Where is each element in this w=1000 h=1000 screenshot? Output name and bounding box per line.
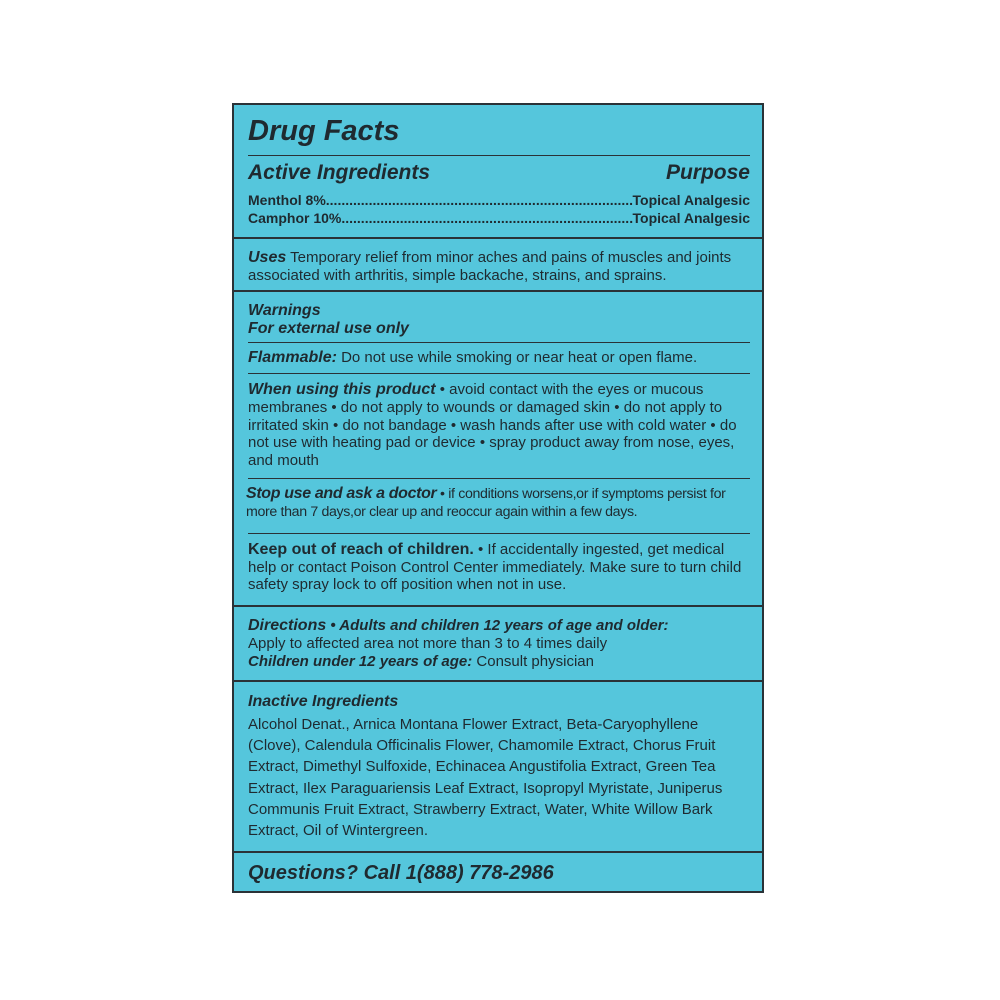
leader-dots	[326, 191, 633, 209]
ingredient-purpose: Topical Analgesic	[632, 210, 750, 226]
drug-facts-panel	[232, 103, 764, 893]
uses-label: Uses	[248, 249, 287, 266]
when-using-divider	[248, 478, 750, 479]
flammable-warning	[248, 349, 750, 367]
keep-out-warning	[248, 541, 750, 594]
flammable-divider	[248, 373, 750, 374]
warnings-divider	[248, 342, 750, 343]
leader-dots	[341, 209, 632, 227]
inactive-ingredients-section	[234, 680, 762, 853]
questions-text: Questions? Call 1(888) 778-2986	[248, 862, 554, 884]
active-ingredients-heading: Active Ingredients	[248, 161, 431, 184]
drug-facts-title: Drug Facts	[248, 115, 400, 147]
stop-use-warning	[246, 485, 756, 521]
external-use-heading: For external use only	[248, 320, 409, 337]
when-using-text: • avoid contact with the eyes or mucous membranes • do not apply to wounds or damaged skin • do not apply to irritated skin • do not bandage • wash hands after use with cold water • do not use with heating pad or device • spray product away from nose, eyes, and mouth	[248, 381, 737, 469]
keep-out-text: • If accidentally ingested, get medical help or contact Poison Control Center immediately. Make sure to turn child safety spray lock to off position when not in use.	[248, 541, 742, 593]
inactive-ingredients-heading: Inactive Ingredients	[248, 693, 399, 710]
ingredient-name: Camphor 10%	[248, 210, 342, 226]
children-text: Consult physician	[476, 652, 594, 670]
ingredient-row	[248, 191, 750, 209]
purpose-heading: Purpose	[665, 161, 750, 184]
questions-section	[234, 851, 762, 891]
uses-text	[248, 249, 750, 285]
adults-label: • Adults and children 12 years of age and older:	[330, 617, 669, 634]
warnings-heading: Warnings	[248, 302, 321, 319]
uses-body: Temporary relief from minor aches and pains of muscles and joints associated with arthritis, simple backache, strains, and sprains.	[248, 249, 732, 284]
title-divider	[248, 155, 750, 156]
ingredient-row	[248, 209, 750, 227]
stop-use-label: Stop use and ask a doctor	[246, 485, 437, 502]
uses-section	[234, 237, 762, 292]
ingredient-name: Menthol 8%	[248, 192, 326, 208]
inactive-ingredients-text: Alcohol Denat., Arnica Montana Flower Extract, Beta-Caryophyllene (Clove), Calendula Officinalis Flower, Chamomile Extract, Chorus Fruit Extract, Dimethyl Sulfoxide, Echinacea Angustifolia Extract, Green Tea Extract, Ilex Paraguariensis Leaf Extract, Isopropyl Myristate, Juniperus Communis Fruit Extract, Strawberry Extract, Water, White Willow Bark Extract, Oil of Wintergreen.	[248, 716, 723, 840]
children-label: Children under 12 years of age:	[248, 652, 473, 670]
when-using-warning	[248, 381, 750, 469]
directions-adults	[248, 617, 750, 670]
stop-use-text: • if conditions worsens,or if symptoms persist for more than 7 days,or clear up and reoccur again within a few days.	[246, 486, 726, 520]
adults-text: Apply to affected area not more than 3 to 4 times daily	[248, 635, 608, 652]
flammable-label: Flammable:	[248, 349, 337, 366]
active-header-row	[248, 161, 750, 185]
warnings-section	[234, 290, 762, 607]
when-using-label: When using this product	[248, 381, 436, 398]
directions-label: Directions	[248, 617, 327, 634]
stop-use-divider	[248, 533, 750, 534]
active-ingredients-section	[234, 105, 762, 237]
directions-section	[234, 605, 762, 682]
keep-out-label: Keep out of reach of children.	[248, 541, 474, 558]
flammable-text: Do not use while smoking or near heat or open flame.	[341, 349, 698, 366]
ingredient-purpose: Topical Analgesic	[632, 192, 750, 208]
